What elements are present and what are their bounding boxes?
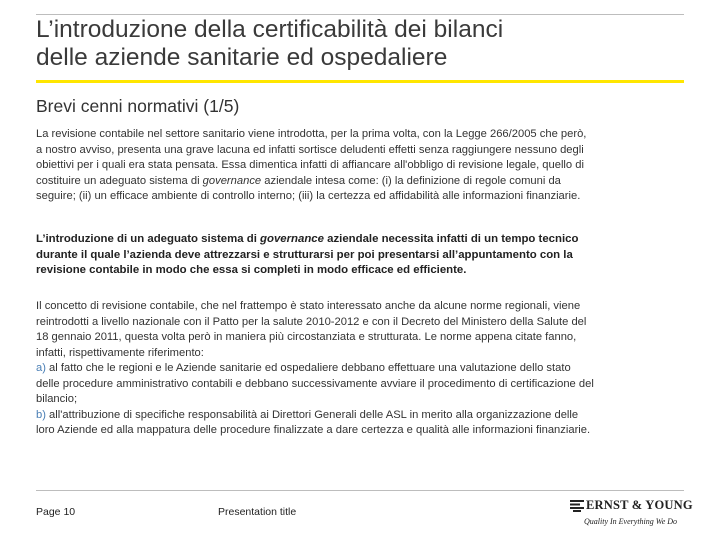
text-line: seguire; (ii) un efficace ambiente di controllo interno; (iii) la certezza ed affidabilità alle informazioni finanziarie. (36, 190, 581, 202)
text-run: aziendale intesa come: (i) la definizione di regole comuni da (261, 174, 561, 187)
text-run: costituire un adeguato sistema di (36, 174, 203, 187)
text-line: delle procedure amministrativo contabili e debbano successivamente avviare il procedimento di certificazione del (36, 377, 594, 390)
ernst-young-logo (570, 498, 693, 530)
paragraph-intro (36, 127, 688, 205)
text-line: bilancio; (36, 393, 78, 405)
list-marker-a: a) (36, 362, 46, 374)
text-line: reintrodotti a livello nazionale con il Patto per la salute 2010-2012 e con il Decreto del Ministero della Salute del (36, 315, 587, 328)
text-line: loro Aziende ed alla mappatura delle procedure finalizzate a dare certezza e qualità alle informazioni finanziarie. (36, 424, 591, 436)
text-line: a nostro avviso, presenta una grave lacuna ed infatti sortisce deludenti effetti senza raggiungere nessuno degli (36, 143, 584, 156)
list-item-a (36, 361, 688, 377)
text-run: al fatto che le regioni e le Aziende sanitarie ed ospedaliere debbano effettuare una valutazione dello stato (45, 362, 571, 374)
title-accent-rule (36, 80, 684, 83)
ey-mark-icon (570, 500, 584, 512)
text-line: 18 gennaio 2011, questa volta però in maniera più circostanziata e strutturata. Le norme appena citate fanno, (36, 331, 577, 343)
text-line: revisione contabile in modo che essa si completi in modo efficace ed efficiente. (36, 264, 467, 276)
text-line: durante il quale l’azienda deve attrezzarsi e strutturarsi per poi presentarsi all’appuntamento con la (36, 248, 573, 261)
emphasis-governance: governance (260, 233, 324, 245)
slide-title-line-2: delle aziende sanitarie ed ospedaliere (36, 44, 448, 71)
slide-subtitle: Brevi cenni normativi (1/5) (36, 96, 240, 116)
slide-title-line-1: L’introduzione della certificabilità dei bilanci (36, 16, 504, 43)
presentation-title: Presentation title (218, 506, 297, 518)
text-run: all'attribuzione di specifiche responsabilità ai Direttori Generali delle ASL in merito alla organizzazione delle (45, 408, 579, 421)
text-line (36, 232, 688, 248)
text-line (36, 174, 688, 190)
text-line: La revisione contabile nel settore sanitario viene introdotta, per la prima volta, con la Legge 266/2005 che però, (36, 128, 587, 140)
list-marker-b: b) (36, 408, 46, 421)
text-line: Il concetto di revisione contabile, che nel frattempo è stato interessato anche da alcune norme regionali, viene (36, 300, 581, 312)
top-divider (36, 14, 684, 15)
logo-tagline: Quality In Everything We Do (584, 517, 678, 526)
list-item-b (36, 408, 688, 424)
slide-title (36, 16, 686, 72)
paragraph-governance-bold (36, 232, 688, 279)
text-run: aziendale necessita infatti di un tempo tecnico (323, 233, 579, 245)
paragraph-revision-concept (36, 299, 688, 439)
page-number: Page 10 (36, 506, 76, 518)
logo-wordmark: ERNST & YOUNG (586, 498, 693, 512)
emphasis-governance: governance (202, 174, 262, 187)
text-line: obiettivi per i quali era stata pensata. Essa dimentica infatti di affiancare all'obbligo di revisione legale, quello di (36, 159, 584, 171)
text-line: infatti, rispettivamente riferimento: (36, 346, 204, 359)
footer-divider (36, 490, 684, 491)
text-run: L’introduzione di un adeguato sistema di (36, 233, 261, 245)
